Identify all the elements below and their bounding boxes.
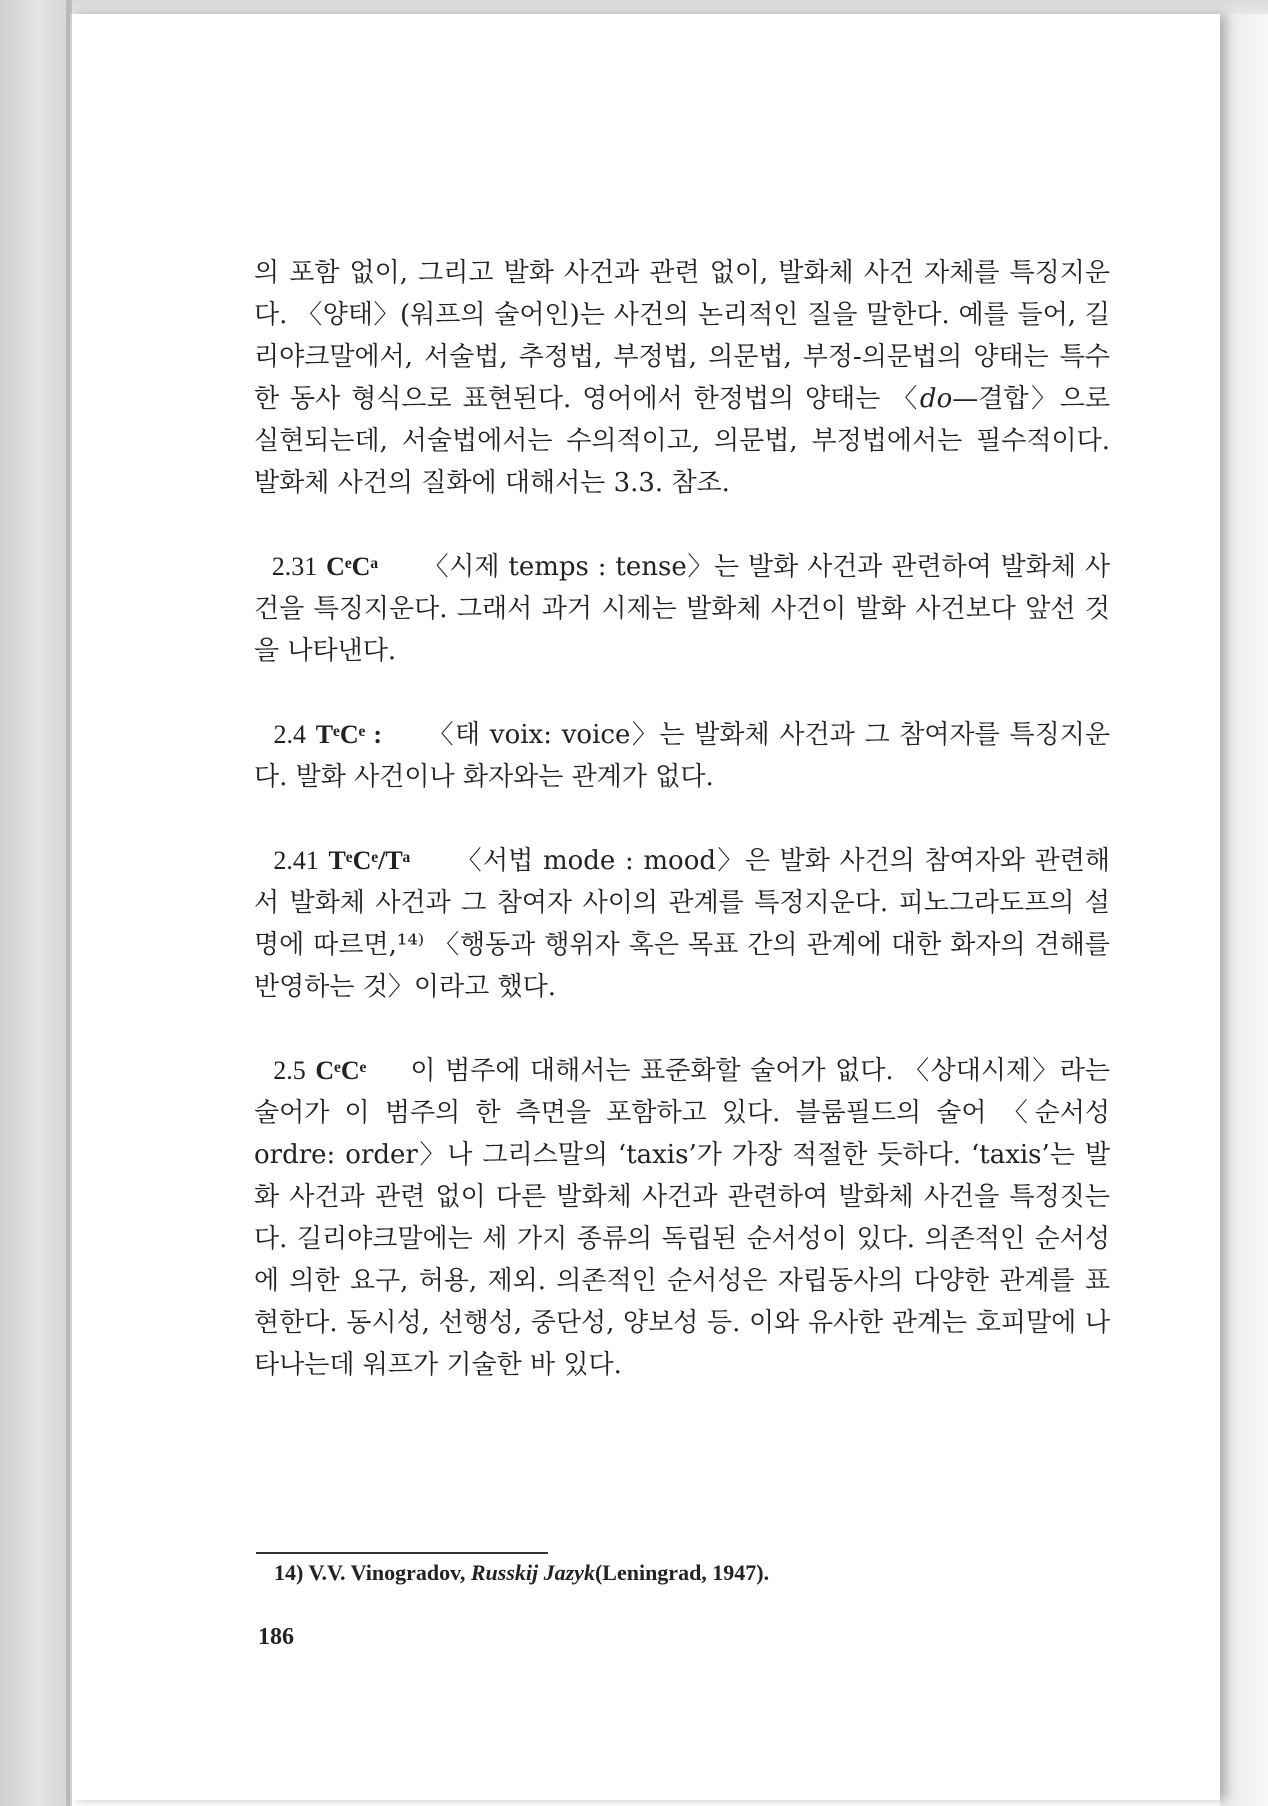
footnote-title: Russkij Jazyk bbox=[470, 1560, 595, 1585]
section-2-5 bbox=[254, 1050, 1110, 1386]
paragraph-1 bbox=[254, 252, 1110, 504]
section-2-41 bbox=[254, 840, 1110, 1008]
book-spine-shadow bbox=[66, 0, 72, 1806]
footnote-author: V.V. Vinogradov, bbox=[308, 1560, 466, 1585]
section-label: TᵉCᵉ : bbox=[315, 720, 383, 749]
section-label: TᵉCᵉ/Tᵃ bbox=[328, 846, 411, 875]
page-body bbox=[254, 252, 1110, 1386]
section-number: 2.4 bbox=[273, 720, 307, 749]
book-spine-edge bbox=[0, 0, 70, 1806]
paragraph-1-rest: —결합〉으로 실현되는데, 서술법에서는 수의적이고, 의문법, 부정법에서는 필수적이다. 발화체 사건의 질화에 대해서는 3.3. 참조. bbox=[254, 384, 1110, 498]
section-2-4 bbox=[254, 714, 1110, 798]
footnote-rest: (Leningrad, 1947). bbox=[594, 1560, 770, 1585]
section-text: 〈서법 mode : mood〉은 발화 사건의 참여자와 관련해서 발화체 사건과 그 참여자 사이의 관계를 특정지운다. 피노그라도프의 설명에 따르면,¹⁴⁾ 〈행동과 행위자 혹은 목표 간의 관계에 대한 화자의 견해를 반영하는 것〉이라고 했다. bbox=[254, 846, 1111, 1002]
page-number: 186 bbox=[258, 1624, 294, 1650]
footnote-marker: 14) bbox=[274, 1560, 304, 1585]
footnote-rule bbox=[256, 1552, 548, 1554]
page-right-edge bbox=[1220, 14, 1268, 1806]
paragraph-1-italic: do bbox=[919, 384, 953, 414]
section-number: 2.41 bbox=[273, 846, 319, 875]
section-number: 2.31 bbox=[271, 552, 318, 581]
footnote-14 bbox=[274, 1558, 769, 1588]
section-label: CᵉCᵉ bbox=[315, 1056, 367, 1085]
section-text: 〈시제 temps : tense〉는 발화 사건과 관련하여 발화체 사건을 특징지운다. 그래서 과거 시제는 발화체 사건이 발화 사건보다 앞선 것을 나타낸다. bbox=[254, 552, 1111, 666]
section-number: 2.5 bbox=[273, 1056, 306, 1085]
paragraph-1-text: 의 포함 없이, 그리고 발화 사건과 관련 없이, 발화체 사건 자체를 특징지운다. 〈양태〉(워프의 술어인)는 사건의 논리적인 질을 말한다. 예를 들어, 길리야크말에서, 서술법, 추정법, 부정법, 의문법, 부정-의문법의 양태는 특수한 동사 형식으로 표현된다. 영어에서 한정법의 양태는 〈 bbox=[254, 258, 1110, 414]
section-label: CᵉCᵃ bbox=[326, 552, 379, 581]
section-text: 이 범주에 대해서는 표준화할 술어가 없다. 〈상대시제〉라는 술어가 이 범주의 한 측면을 포함하고 있다. 블룸필드의 술어 〈순서성 ordre: order〉나 그리스말의 ‘taxis’가 가장 적절한 듯하다. ‘taxis’는 발화 사건과 관련 없이 다른 발화체 사건과 관련하여 발화체 사건을 특정짓는다. 길리야크말에는 세 가지 종류의 독립된 순서성이 있다. 의존적인 순서성에 의한 요구, 허용, 제외. 의존적인 순서성은 자립동사의 다양한 관계를 표현한다. 동시성, 선행성, 중단성, 양보성 등. 이와 유사한 관계는 호피말에 나타나는데 워프가 기술한 바 있다. bbox=[254, 1056, 1111, 1380]
section-text: 〈태 voix: voice〉는 발화체 사건과 그 참여자를 특징지운다. 발화 사건이나 화자와는 관계가 없다. bbox=[254, 720, 1111, 792]
section-2-31 bbox=[254, 546, 1110, 672]
